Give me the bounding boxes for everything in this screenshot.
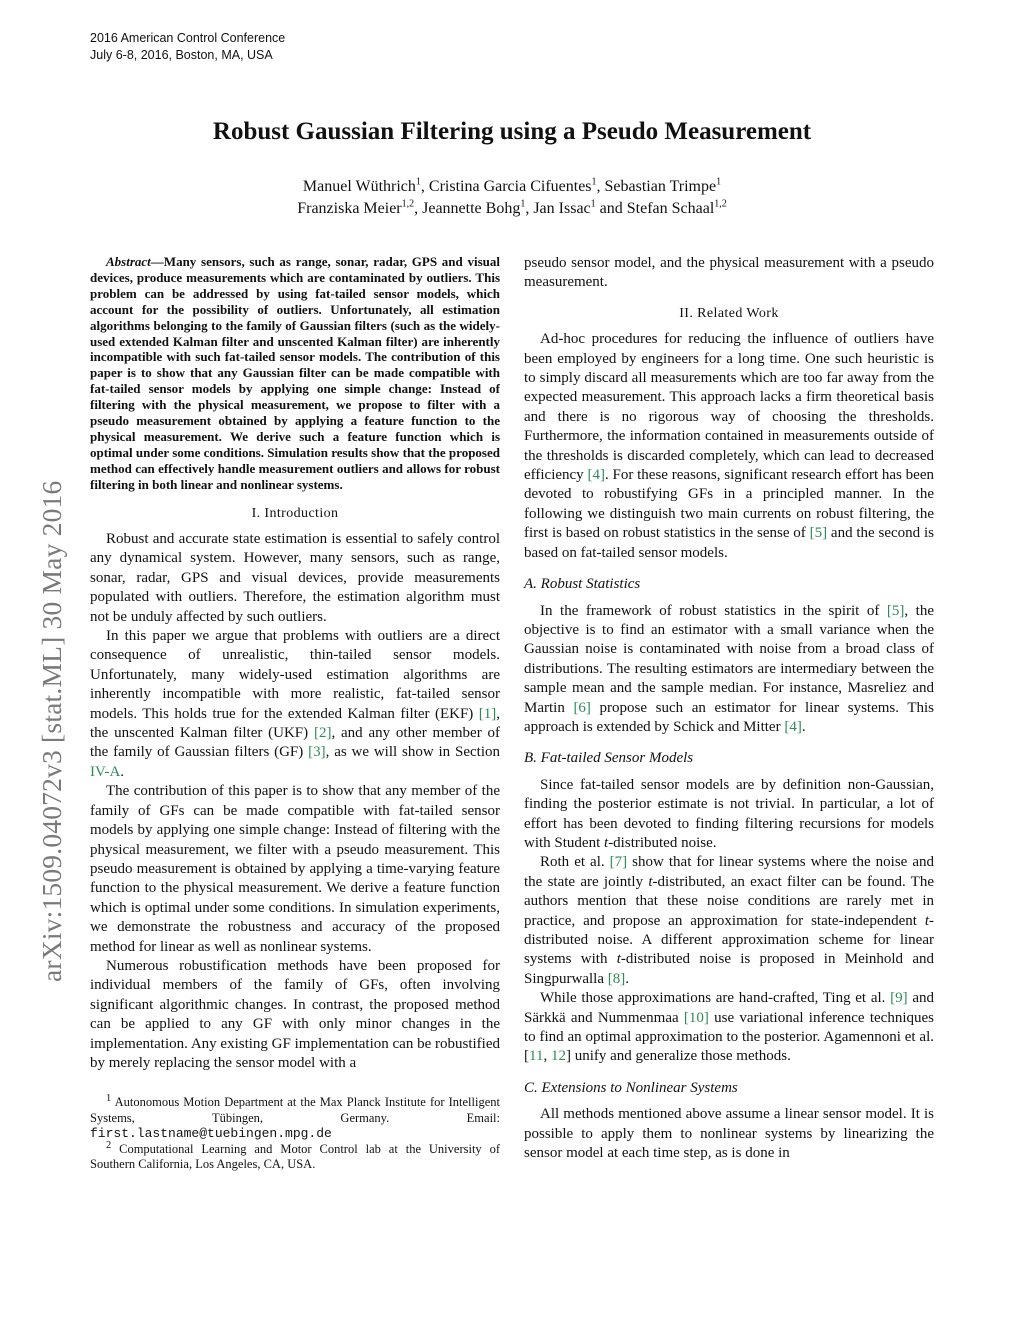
footnote-email: first.lastname@tuebingen.mpg.de bbox=[90, 1126, 332, 1142]
fat-tailed-paragraph-2 bbox=[524, 853, 934, 989]
text-run: In this paper we argue that problems with outliers are a direct consequence of unrealistic, thin-tailed sensor models. Unfortunately, many widely-used estimation algorithms are inherently incompatible with more realistic, fat-tailed sensor models. This holds true for the extended Kalman filter (EKF) bbox=[90, 628, 500, 722]
citation-link[interactable]: [2] bbox=[313, 725, 332, 742]
citation-link[interactable]: [9] bbox=[890, 990, 908, 1007]
text-run: , bbox=[543, 1048, 551, 1065]
author-name: Cristina Garcia Cifuentes bbox=[428, 178, 592, 195]
math-variable: t bbox=[924, 912, 929, 929]
affiliation-mark: 1 bbox=[590, 198, 596, 210]
abstract-text: Many sensors, such as range, sonar, radar, GPS and visual devices, produce measurements which are contaminated by outliers. This problem can be addressed by using fat-tailed sensor models, which account for the possibility of outliers. Unfortunately, all estimation algorithms belonging to the family of Gaussian filters (such as the widely-used extended Kalman filter and unscented Kalman filter) are inherently incompatible with such fat-tailed sensor models. The contribution of this paper is to show that any Gaussian filter can be made compatible with fat-tailed sensor models by applying one simple change: Instead of filtering with the physical measurement, we propose to filter with a pseudo measurement obtained by applying a feature function to the physical measurement. We derive such a feature function which is optimal under some conditions. Simulation results show that the proposed method can effectively handle measurement outliers and allows for robust filtering in both linear and nonlinear systems. bbox=[90, 254, 500, 492]
abstract bbox=[90, 254, 500, 493]
intro-paragraph-4: Numerous robustification methods have been proposed for individual members of the family of GFs, often involving significant algorithmic changes. In contrast, the proposed method can be applied to any GF with only minor changes in the implementation. Any existing GF implementation can be robustified by merely replacing the sensor model with a bbox=[90, 957, 500, 1071]
text-run: . bbox=[120, 763, 125, 780]
footnote-2 bbox=[90, 1139, 501, 1173]
author-name: Jan Issac bbox=[533, 200, 591, 217]
section-heading-related-work: II. Related Work bbox=[679, 305, 779, 321]
subsection-heading-robust-statistics: A. Robust Statistics bbox=[524, 576, 641, 593]
footnote-1 bbox=[90, 1095, 500, 1142]
text-run: Roth et al. bbox=[540, 854, 610, 871]
citation-link[interactable]: [8] bbox=[607, 970, 626, 987]
citation-link[interactable]: [4] bbox=[587, 467, 605, 484]
text-run: Since fat-tailed sensor models are by definition non-Gaussian, finding the posterior estimate is not trivial. In particular, a lot of effort has been devoted to finding filtering recursions for models with Student bbox=[524, 776, 934, 851]
author-list bbox=[0, 176, 1024, 220]
affiliation-mark: 1,2 bbox=[401, 198, 415, 210]
author-name: Franziska Meier bbox=[297, 200, 402, 217]
fat-tailed-paragraph-1 bbox=[524, 776, 934, 854]
related-work-paragraph bbox=[524, 330, 934, 563]
author-name: Sebastian Trimpe bbox=[604, 178, 717, 195]
text-run: . For these reasons, significant research effort has been devoted to robustifying GFs in a principled manner. In the following we distinguish two main currents on robust filtering, the first is based on robust statistics in the sense of bbox=[524, 467, 934, 542]
text-run: While those approximations are hand-crafted, Ting et al. bbox=[540, 990, 891, 1007]
citation-link[interactable]: [5] bbox=[886, 602, 905, 619]
text-run: use variational inference techniques to find an optimal approximation to the posterior. Agamennoni et al. [ bbox=[524, 1009, 934, 1065]
author-line-2: Franziska Meier$^{1,2}$, Jeannette Bohg$^1$, Jan Issac$^1$ and Stefan Schaal$^{1,2}$ bbox=[297, 198, 727, 217]
section-heading-introduction: I. Introduction bbox=[251, 505, 339, 521]
author-name: Jeannette Bohg bbox=[422, 200, 521, 217]
citation-link[interactable]: [6] bbox=[573, 699, 591, 716]
continued-paragraph: pseudo sensor model, and the physical measurement with a pseudo measurement. bbox=[524, 255, 934, 291]
author-conjunction: and bbox=[599, 200, 623, 217]
text-run: -distributed noise. bbox=[608, 834, 717, 851]
intro-paragraph-2 bbox=[90, 627, 500, 782]
text-run: show that for linear systems where the noise and the state are jointly bbox=[524, 854, 934, 890]
math-variable: t bbox=[604, 834, 609, 851]
footnote-mark: 2 bbox=[106, 1139, 112, 1151]
text-run: Ad-hoc procedures for reducing the influence of outliers have been employed by engineers for a long time. One such heuristic is to simply discard all measurements which are too far away from the expected measurement. This approach lacks a firm theoretical basis and there is no rigorous way of choosing the thresholds. Furthermore, the information contained in measurements outside of the thresholds is discarded completely, which can lead to decreased efficiency bbox=[524, 331, 934, 484]
text-run: propose such an estimator for linear systems. This approach is extended by Schick and Mitter bbox=[524, 699, 935, 735]
math-variable: t bbox=[616, 951, 621, 968]
citation-link[interactable]: [7] bbox=[609, 854, 628, 871]
text-run: . bbox=[625, 970, 629, 987]
citation-link[interactable]: [3] bbox=[308, 744, 326, 761]
text-run: -distributed, an exact filter can be found. The authors mention that these noise conditions are rarely met in practice, and propose an approximation for state-independent bbox=[524, 873, 935, 929]
text-run: . bbox=[801, 718, 806, 735]
affiliation-mark: 1 bbox=[716, 176, 722, 188]
citation-link[interactable]: [4] bbox=[784, 718, 802, 735]
citation-link[interactable]: 12 bbox=[550, 1048, 566, 1065]
author-name: Stefan Schaal bbox=[626, 200, 715, 217]
math-variable: t bbox=[648, 873, 653, 890]
author-line-1: Manuel Wüthrich$^1$, Cristina Garcia Cifuentes$^1$, Sebastian Trimpe$^1$ bbox=[302, 176, 722, 195]
text-run: and Särkkä and Nummenmaa bbox=[524, 990, 934, 1026]
citation-link[interactable]: 11 bbox=[529, 1048, 544, 1065]
fat-tailed-paragraph-3 bbox=[524, 989, 934, 1067]
paper-title: Robust Gaussian Filtering using a Pseudo Measurement bbox=[212, 118, 812, 145]
intro-paragraph-3: The contribution of this paper is to show that any member of the family of GFs can be made compatible with fat-tailed sensor models by applying one simple change: Instead of filtering with the physical measurement, we filter with a pseudo measurement. This pseudo measurement is obtained by applying a time-varying feature function to the physical measurement. We derive a feature function which is optimal under some conditions. In simulation experiments, we demonstrate the robustness and accuracy of the proposed method for linear as well as nonlinear systems. bbox=[90, 783, 500, 955]
text-run: , and any other member of the family of Gaussian filters (GF) bbox=[90, 725, 500, 761]
subsection-heading-nonlinear: C. Extensions to Nonlinear Systems bbox=[524, 1079, 738, 1096]
conference-name: 2016 American Control Conference bbox=[90, 31, 286, 45]
affiliation-mark: 1 bbox=[415, 176, 421, 188]
footnotes bbox=[90, 1095, 500, 1173]
abstract-label: Abstract bbox=[106, 254, 151, 269]
text-run: , as we will show in Section bbox=[325, 744, 500, 761]
affiliation-mark: 1,2 bbox=[714, 198, 727, 210]
robust-statistics-paragraph bbox=[524, 602, 934, 738]
text-run: In the framework of robust statistics in the spirit of bbox=[540, 602, 887, 619]
text-run: , the objective is to find an estimator with a small variance when the Gaussian noise is contaminated with noise from a broad class of distributions. The resulting estimators are intermediary between the sample mean and the sample median. For instance, Masreliez and Martin bbox=[524, 602, 934, 716]
text-run: , the unscented Kalman filter (UKF) bbox=[90, 705, 500, 742]
intro-paragraph-1: Robust and accurate state estimation is essential to safely control any dynamical system. However, many sensors, such as range, sonar, radar, GPS and visual devices, provide measurements populated with outliers. Therefore, the estimation algorithm must not be unduly affected by such outliers. bbox=[90, 531, 500, 625]
affiliation-mark: 1 bbox=[591, 176, 597, 188]
text-run: -distributed noise is proposed in Meinhold and Singpurwalla bbox=[524, 951, 934, 987]
section-link[interactable]: IV-A bbox=[90, 763, 121, 780]
text-run: and the second is based on fat-tailed sensor models. bbox=[524, 525, 935, 561]
right-column bbox=[524, 254, 934, 1163]
arxiv-stamp: arXiv:1509.04072v3 [stat.ML] 30 May 2016 bbox=[36, 480, 67, 982]
subsection-heading-fat-tailed: B. Fat-tailed Sensor Models bbox=[524, 750, 694, 767]
affiliation-mark: 1 bbox=[520, 198, 526, 210]
nonlinear-paragraph: All methods mentioned above assume a linear sensor model. It is possible to apply them to nonlinear systems by linearizing the sensor model at each time step, as is done in bbox=[524, 1106, 934, 1162]
text-run: ] unify and generalize those methods. bbox=[565, 1048, 791, 1065]
footnote-text: Computational Learning and Motor Control lab at the University of Southern California, Los Angeles, CA, USA. bbox=[90, 1141, 501, 1172]
citation-link[interactable]: [5] bbox=[809, 525, 828, 542]
citation-link[interactable]: [1] bbox=[478, 705, 497, 722]
author-name: Manuel Wüthrich bbox=[302, 178, 416, 195]
conference-header bbox=[90, 30, 285, 64]
text-run: -distributed noise. A different approximation scheme for linear systems with bbox=[524, 912, 934, 968]
conference-date-place: July 6-8, 2016, Boston, MA, USA bbox=[90, 48, 273, 62]
left-column bbox=[90, 254, 500, 1173]
citation-link[interactable]: [10] bbox=[683, 1009, 709, 1026]
abstract-dash: — bbox=[150, 254, 164, 269]
footnote-text: Autonomous Motion Department at the Max Planck Institute for Intelligent Systems, Tübingen, Germany. Email: bbox=[90, 1095, 500, 1125]
footnote-mark: 1 bbox=[106, 1093, 112, 1105]
